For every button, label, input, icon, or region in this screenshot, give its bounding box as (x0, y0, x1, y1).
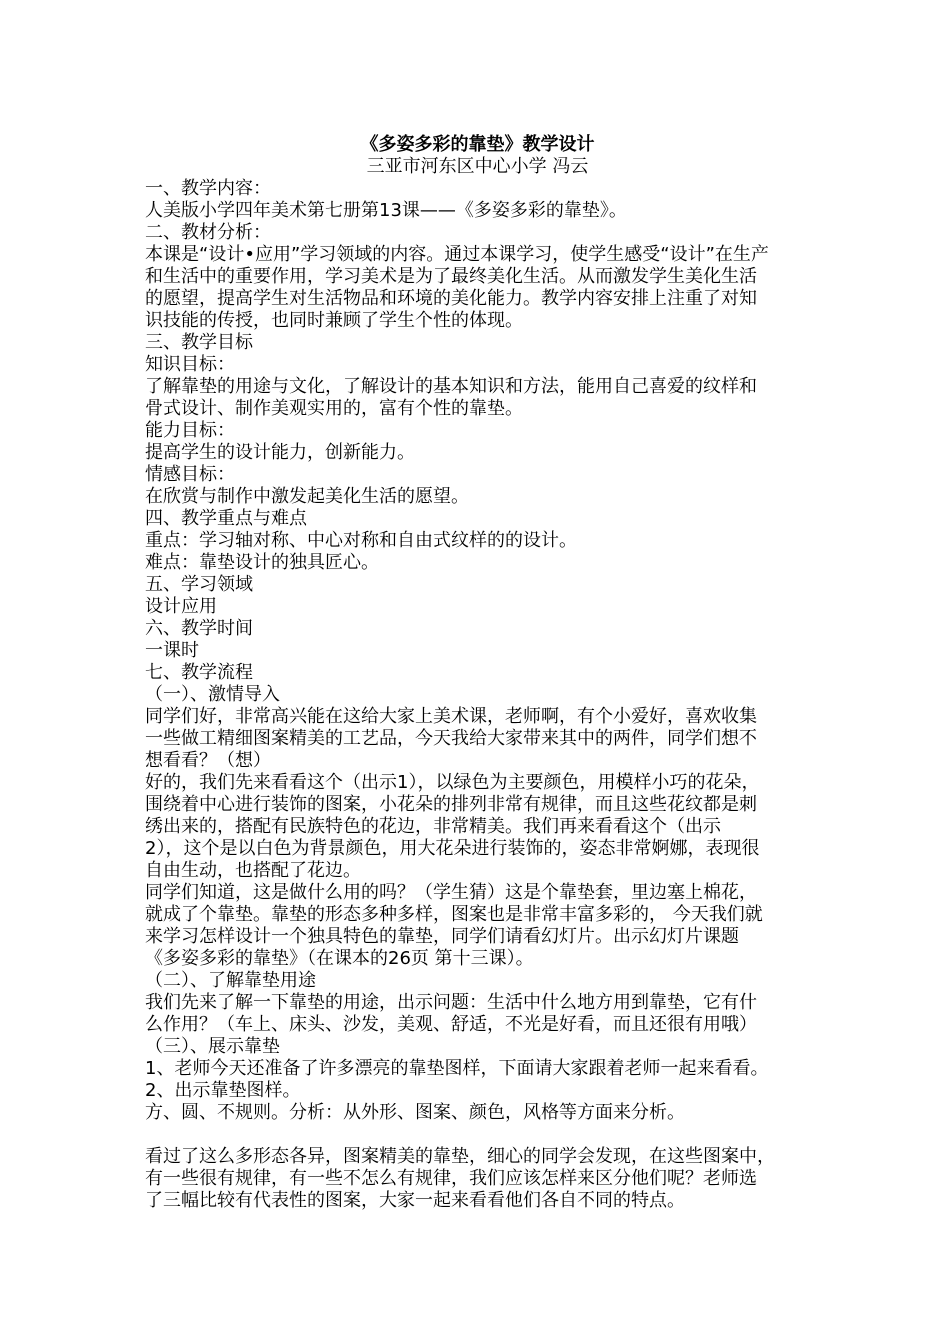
text-line: 一课时 (145, 640, 199, 661)
text-line: 四、教学重点与难点 (145, 508, 307, 529)
text-line: 设计应用 (145, 596, 217, 617)
text-line: 三、教学目标 (145, 332, 253, 353)
text-line: 2），这个是以白色为背景颜色，用大花朵进行装饰的，姿态非常婀娜，表现很 (145, 838, 760, 859)
text-line: 想看看？（想） (145, 750, 271, 771)
text-line: 同学们知道，这是做什么用的吗？（学生猜）这是个靠垫套，里边塞上棉花， (145, 882, 757, 903)
text-line: 五、学习领域 (145, 574, 253, 595)
text-line: 我们先来了解一下靠垫的用途，出示问题：生活中什么地方用到靠垫，它有什 (145, 992, 757, 1013)
text-line: 同学们好，非常高兴能在这给大家上美术课，老师啊，有个小爱好，喜欢收集 (145, 706, 757, 727)
text-line: 一、教学内容： (145, 178, 271, 199)
text-line: 提高学生的设计能力，创新能力。 (145, 442, 415, 463)
text-line: 围绕着中心进行装饰的图案，小花朵的排列非常有规律，而且这些花纹都是刺 (145, 794, 757, 815)
text-line: 的愿望，提高学生对生活物品和环境的美化能力。教学内容安排上注重了对知 (145, 288, 757, 309)
text-line: 2、出示靠垫图样。 (145, 1080, 301, 1101)
text-line: 能力目标： (145, 420, 235, 441)
text-line: （三）、展示靠垫 (145, 1036, 280, 1057)
text-line: 难点：靠垫设计的独具匠心。 (145, 552, 379, 573)
text-line: 和生活中的重要作用，学习美术是为了最终美化生活。从而激发学生美化生活 (145, 266, 757, 287)
document-page (145, 134, 810, 1212)
document-title: 《多姿多彩的靠垫》教学设计 (360, 134, 595, 155)
text-line: （二）、了解靠垫用途 (145, 970, 316, 991)
text-line: 人美版小学四年美术第七册第13课——《多姿多彩的靠垫》。 (145, 200, 627, 221)
text-line: 方、圆、不规则。分析：从外形、图案、颜色，风格等方面来分析。 (145, 1102, 685, 1123)
text-line: 自由生动，也搭配了花边。 (145, 860, 361, 881)
text-line: 《多姿多彩的靠垫》（在课本的26页 第十三课）。 (145, 948, 534, 969)
text-line: 七、教学流程 (145, 662, 253, 683)
text-line: 骨式设计、制作美观实用的，富有个性的靠垫。 (145, 398, 523, 419)
text-line: 看过了这么多形态各异，图案精美的靠垫，细心的同学会发现，在这些图案中， (145, 1146, 775, 1167)
text-line: 好的，我们先来看看这个（出示1），以绿色为主要颜色，用模样小巧的花朵， (145, 772, 760, 793)
blank-line (145, 1124, 810, 1146)
text-line: （一）、激情导入 (145, 684, 280, 705)
text-line: 就成了个靠垫。靠垫的形态多种多样，图案也是非常丰富多彩的， 今天我们就 (145, 904, 763, 925)
document-body (145, 178, 810, 1212)
text-line: 重点：学习轴对称、中心对称和自由式纹样的的设计。 (145, 530, 577, 551)
text-line: 情感目标： (145, 464, 235, 485)
text-line: 一些做工精细图案精美的工艺品，今天我给大家带来其中的两件，同学们想不 (145, 728, 757, 749)
text-line: 绣出来的，搭配有民族特色的花边，非常精美。我们再来看看这个（出示 (145, 816, 721, 837)
document-author: 三亚市河东区中心小学 冯云 (366, 156, 589, 177)
text-line: 了三幅比较有代表性的图案，大家一起来看看他们各自不同的特点。 (145, 1190, 685, 1211)
text-line: 在欣赏与制作中激发起美化生活的愿望。 (145, 486, 469, 507)
text-line: 本课是“设计•应用”学习领域的内容。通过本课学习，使学生感受“设计”在生产 (145, 244, 769, 265)
text-line: 六、教学时间 (145, 618, 253, 639)
text-line: 二、教材分析： (145, 222, 271, 243)
text-line: 来学习怎样设计一个独具特色的靠垫，同学们请看幻灯片。出示幻灯片课题 (145, 926, 739, 947)
text-line: 有一些很有规律，有一些不怎么有规律，我们应该怎样来区分他们呢？老师选 (145, 1168, 757, 1189)
text-line: 识技能的传授，也同时兼顾了学生个性的体现。 (145, 310, 523, 331)
text-line: 1、老师今天还准备了许多漂亮的靠垫图样，下面请大家跟着老师一起来看看。 (145, 1058, 769, 1079)
text-line: 了解靠垫的用途与文化，了解设计的基本知识和方法，能用自己喜爱的纹样和 (145, 376, 757, 397)
text-line: 么作用？（车上、床头、沙发，美观、舒适，不光是好看，而且还很有用哦） (145, 1014, 757, 1035)
text-line: 知识目标： (145, 354, 235, 375)
